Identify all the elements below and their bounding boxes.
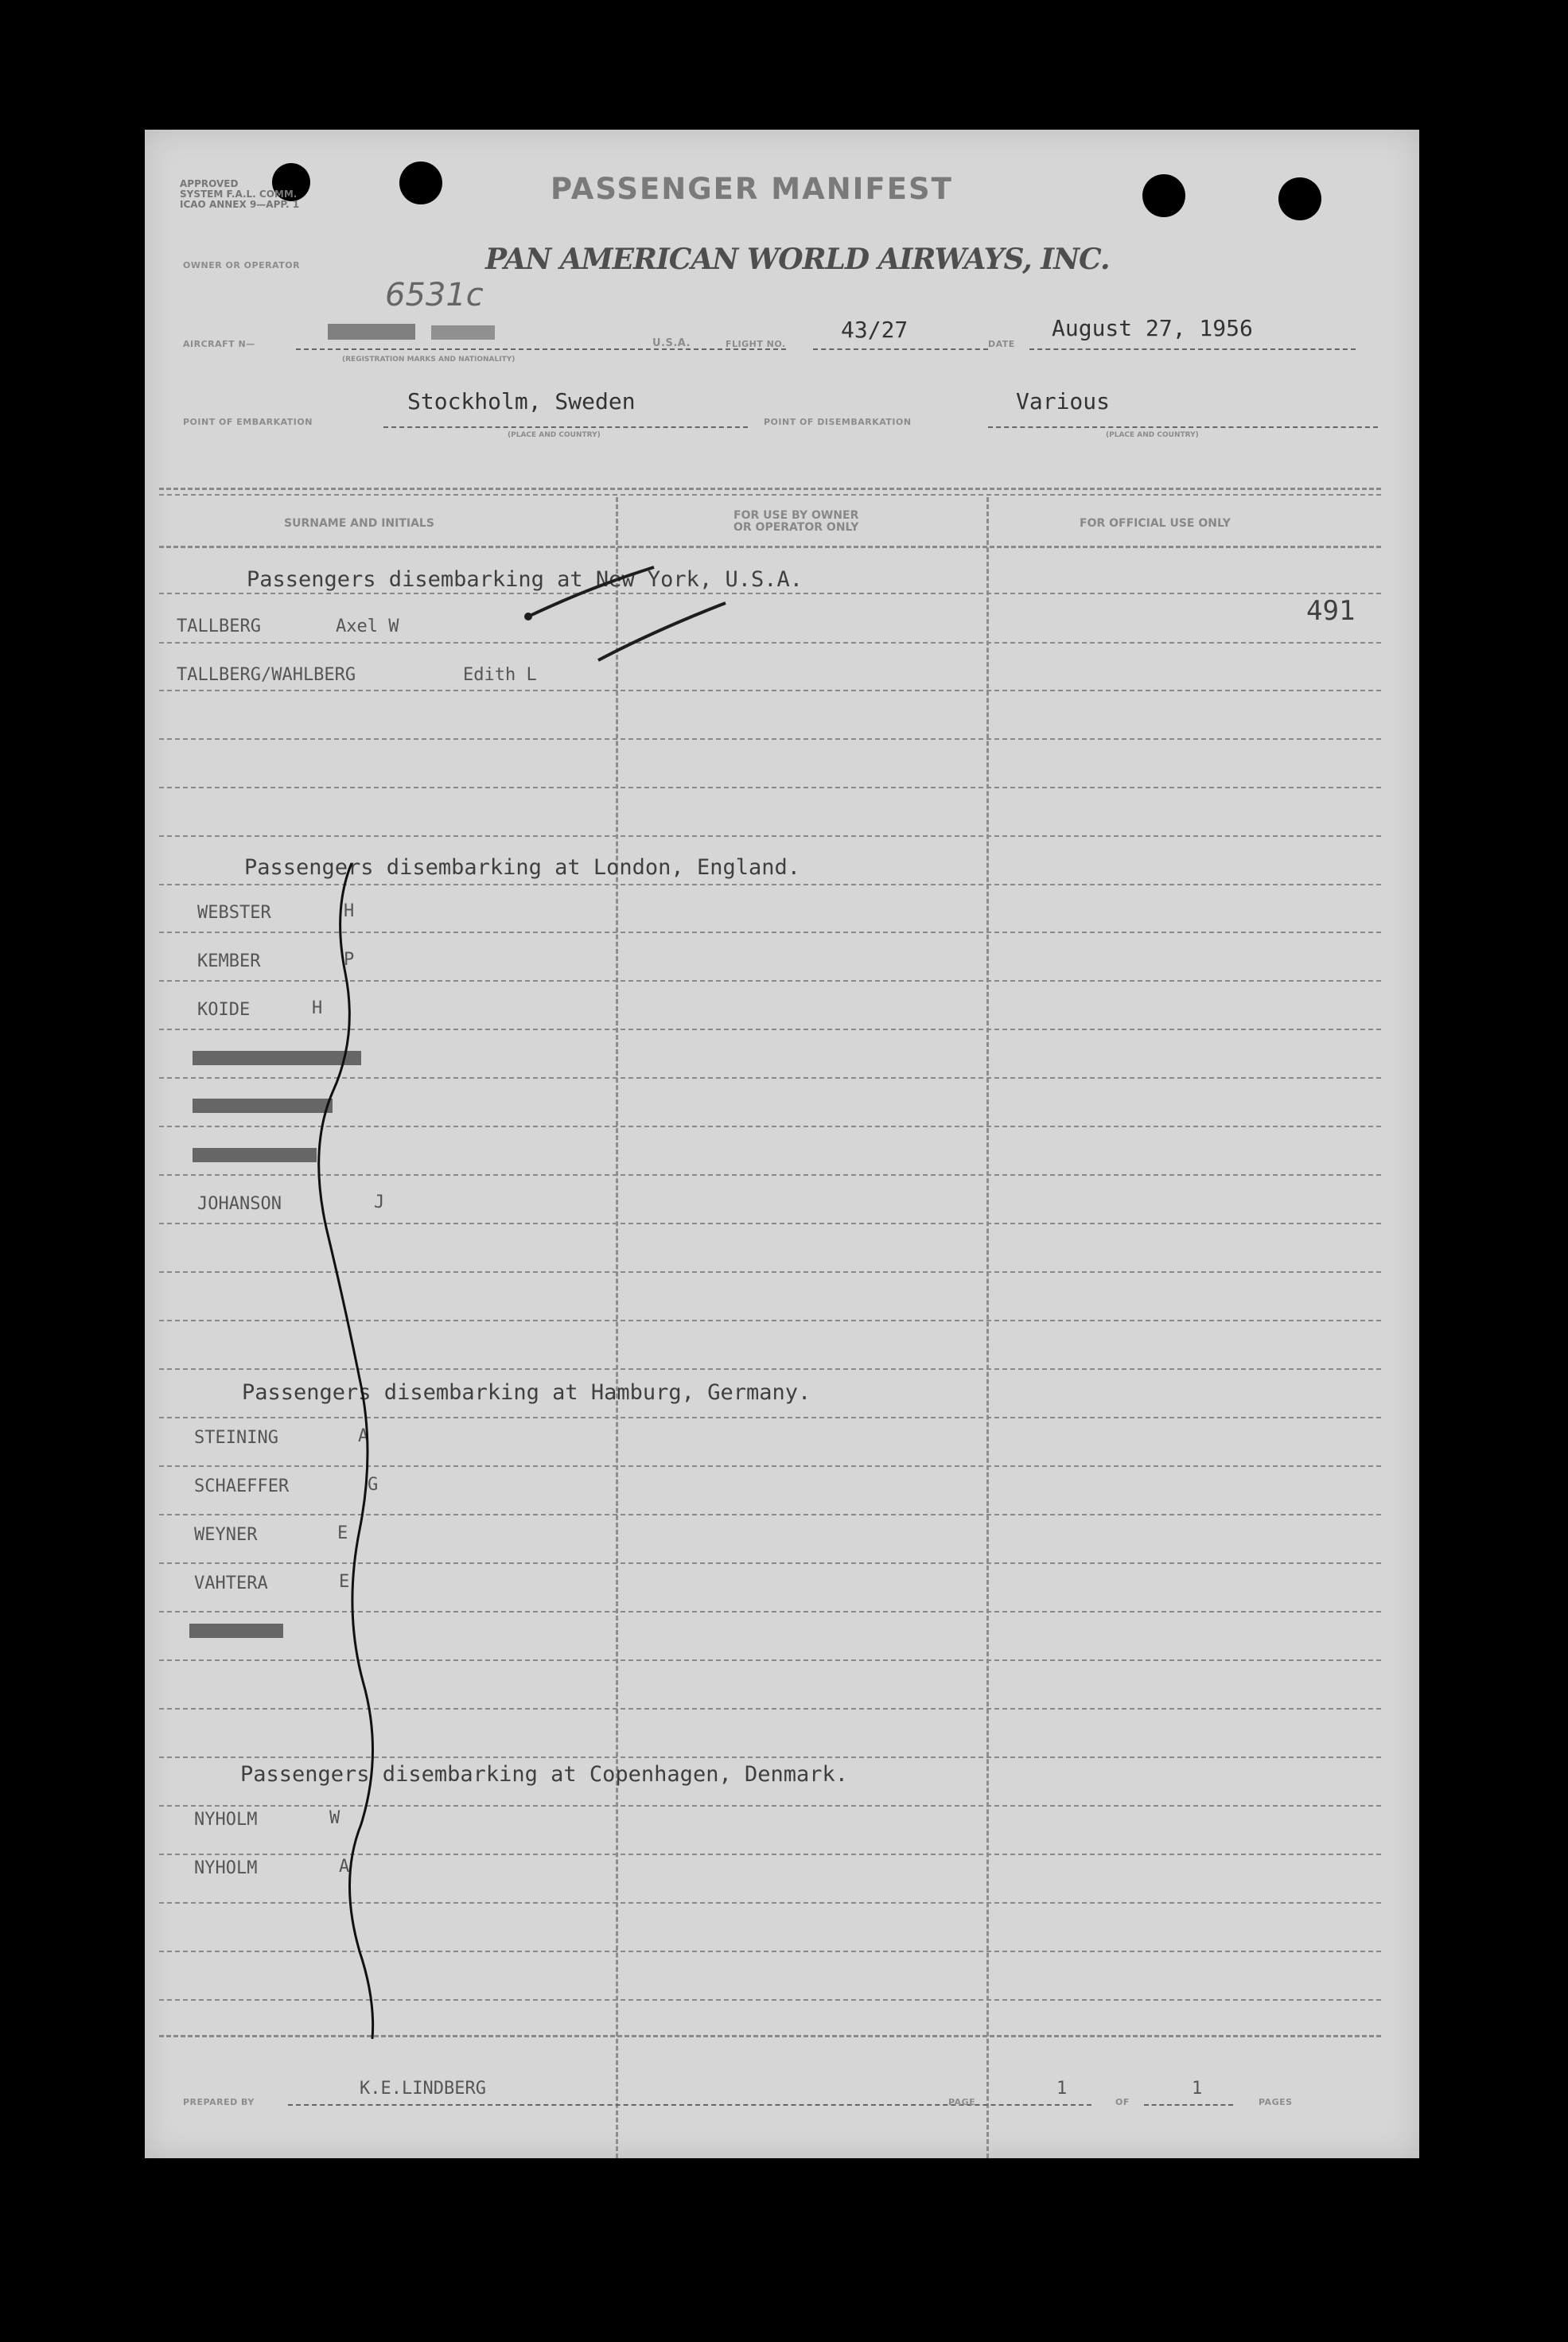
passenger-surname: SCHAEFFER bbox=[194, 1476, 290, 1496]
passenger-initials: A bbox=[358, 1426, 369, 1446]
passenger-initials: Edith L bbox=[463, 665, 537, 685]
point-of-embarkation: Stockholm, Sweden bbox=[407, 388, 636, 414]
group-heading-copenhagen: Passengers disembarking at Copenhagen, Denmark. bbox=[240, 1762, 849, 1787]
passenger-surname: JOHANSON bbox=[197, 1194, 282, 1214]
passenger-surname: WEYNER bbox=[194, 1525, 258, 1545]
approval-note: APPROVED SYSTEM F.A.L. COMM. ICAO ANNEX 9—APP. 1 bbox=[180, 178, 300, 210]
passenger-surname: STEINING bbox=[194, 1428, 278, 1448]
disembarkation-label: POINT OF DISEMBARKATION bbox=[764, 417, 912, 427]
passenger-surname: VAHTERA bbox=[194, 1574, 268, 1593]
of-label: OF bbox=[1115, 2097, 1130, 2107]
passenger-surname: KOIDE bbox=[197, 1000, 251, 1020]
prepared-by-label: PREPARED BY bbox=[183, 2097, 255, 2107]
check-mark-dot bbox=[524, 613, 532, 621]
flight-date: August 27, 1956 bbox=[1052, 315, 1253, 341]
embarkation-label: POINT OF EMBARKATION bbox=[183, 417, 313, 427]
aircraft-label: AIRCRAFT N— bbox=[183, 339, 255, 349]
column-header-surname: SURNAME AND INITIALS bbox=[284, 517, 434, 530]
passenger-initials: H bbox=[344, 901, 355, 921]
check-mark-stroke bbox=[528, 567, 654, 617]
passenger-initials: Axel W bbox=[336, 617, 399, 636]
registration-sublabel: (REGISTRATION MARKS AND NATIONALITY) bbox=[342, 356, 516, 364]
column-header-owner: FOR USE BY OWNER OR OPERATOR ONLY bbox=[733, 509, 859, 534]
group-heading-london: Passengers disembarking at London, England. bbox=[244, 855, 800, 880]
owner-label: OWNER OR OPERATOR bbox=[183, 260, 301, 270]
passenger-initials: G bbox=[368, 1475, 379, 1495]
embarkation-sublabel: (PLACE AND COUNTRY) bbox=[508, 431, 601, 439]
passenger-initials: W bbox=[329, 1808, 340, 1828]
group-heading-new-york: Passengers disembarking at New York, U.S.A. bbox=[247, 567, 803, 592]
disembarkation-sublabel: (PLACE AND COUNTRY) bbox=[1106, 431, 1199, 439]
passenger-surname: TALLBERG/WAHLBERG bbox=[177, 665, 356, 685]
point-of-disembarkation: Various bbox=[1016, 388, 1111, 414]
passenger-initials: H bbox=[312, 998, 323, 1018]
flight-label: FLIGHT NO. bbox=[726, 339, 786, 349]
check-mark-stroke bbox=[598, 603, 726, 660]
passenger-surname: KEMBER bbox=[197, 951, 261, 971]
pages-line bbox=[1144, 2104, 1233, 2106]
owner-name: PAN AMERICAN WORLD AIRWAYS, INC. bbox=[485, 243, 1110, 276]
aircraft-handwritten-number: 6531c bbox=[385, 277, 484, 313]
passenger-surname: NYHOLM bbox=[194, 1810, 258, 1830]
page-label: PAGE bbox=[948, 2097, 976, 2107]
passenger-initials: A bbox=[339, 1857, 350, 1877]
date-label: DATE bbox=[988, 339, 1015, 349]
passenger-initials: J bbox=[374, 1192, 385, 1212]
passenger-surname: NYHOLM bbox=[194, 1858, 258, 1878]
column-header-official: FOR OFFICIAL USE ONLY bbox=[1080, 517, 1231, 530]
page-number: 1 bbox=[1056, 2079, 1068, 2099]
passenger-initials: P bbox=[344, 950, 355, 970]
passenger-initials: E bbox=[339, 1572, 350, 1592]
group-heading-hamburg: Passengers disembarking at Hamburg, Germany. bbox=[242, 1380, 811, 1405]
nationality: U.S.A. bbox=[652, 337, 691, 349]
prepared-by-name: K.E.LINDBERG bbox=[360, 2079, 486, 2099]
bracket-wavy-line bbox=[319, 863, 373, 2039]
handwritten-strokes bbox=[145, 130, 1419, 2158]
pages-label: PAGES bbox=[1259, 2097, 1293, 2107]
official-use-number: 491 bbox=[1306, 595, 1356, 627]
manifest-sheet bbox=[145, 130, 1419, 2158]
total-pages: 1 bbox=[1192, 2079, 1203, 2099]
flight-number: 43/27 bbox=[841, 317, 909, 343]
passenger-initials: E bbox=[337, 1523, 348, 1543]
page-title: PASSENGER MANIFEST bbox=[551, 172, 953, 206]
passenger-surname: TALLBERG bbox=[177, 617, 261, 636]
passenger-surname: WEBSTER bbox=[197, 903, 271, 923]
